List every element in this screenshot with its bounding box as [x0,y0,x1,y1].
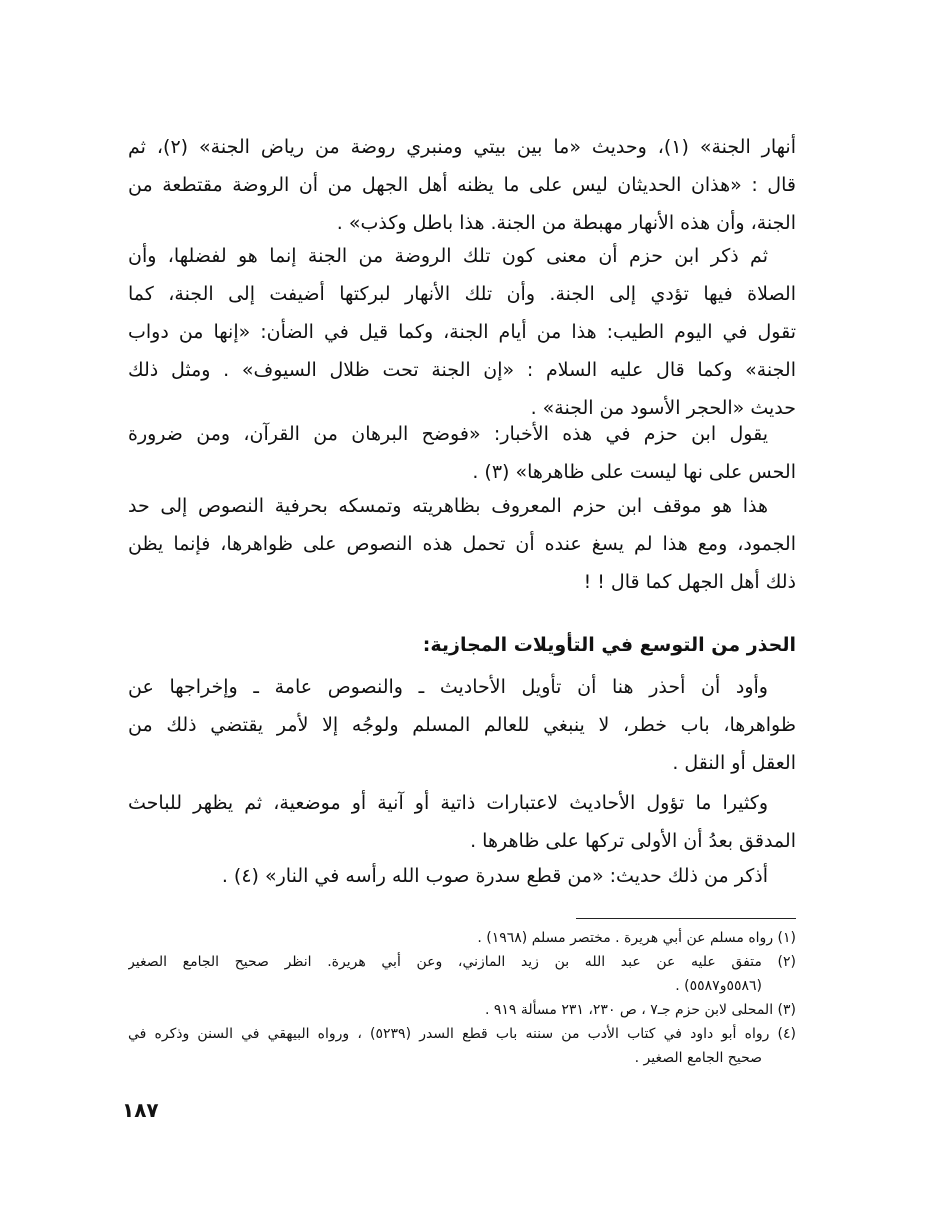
footnote: (٣) المحلى لابن حزم جـ٧ ، ص ٢٣٠، ٢٣١ مسألة ٩١٩ . [484,1002,796,1018]
paragraph-6 [128,784,796,860]
page-number: ١٨٧ [122,1098,159,1122]
text-line: المدقق بعدُ أن الأولى تركها على ظاهرها . [470,830,796,852]
text-line: حديث «الحجر الأسود من الجنة» . [530,397,796,419]
paragraph-1 [128,128,796,242]
footnote: (١) رواه مسلم عن أبي هريرة . مختصر مسلم (١٩٦٨) . [477,930,796,946]
text-line: الجمود، ومع هذا لم يسغ عنده أن تحمل هذه النصوص على ظواهرها، فإنما يظن [128,533,796,555]
section-heading-text: الحذر من التوسع في التأويلات المجازية: [422,634,796,656]
text-line: الجنة، وأن هذه الأنهار مهبطة من الجنة. هذا باطل وكذب» . [336,212,796,234]
text-line: ثم ذكر ابن حزم أن معنى كون تلك الروضة من الجنة إنما هو لفضلها، وأن [128,245,768,267]
paragraph-4 [128,487,796,601]
footnote-continuation: (٥٥٨٦و٥٥٨٧) . [675,978,762,994]
text-line: ذلك أهل الجهل كما قال ! ! [583,571,796,593]
text-line: الجنة» وكما قال عليه السلام : «إن الجنة تحت ظلال السيوف» . ومثل ذلك [128,359,796,381]
text-line: هذا هو موقف ابن حزم المعروف بظاهريته وتمسكه بحرفية النصوص إلى حد [128,495,768,517]
text-line: أذكر من ذلك حديث: «من قطع سدرة صوب الله رأسه في النار» (٤) . [221,865,768,887]
text-line: ظواهرها، باب خطر، لا ينبغي للعالم المسلم ولوجُه إلا لأمر يقتضي ذلك من [128,714,796,736]
text-line: قال : «هذان الحديثان ليس على ما يظنه أهل الجهل من أن الروضة مقتطعة من [128,174,796,196]
paragraph-3 [128,415,796,491]
text-line: الصلاة فيها تؤدي إلى الجنة. وأن تلك الأنهار لبركتها أضيفت إلى الجنة، كما [128,283,796,305]
footnote: (٢) متفق عليه عن عبد الله بن زيد المازني، وعن أبي هريرة. انظر صحيح الجامع الصغير [128,954,796,970]
text-line: وأود أن أحذر هنا أن تأويل الأحاديث ـ والنصوص عامة ـ وإخراجها عن [128,676,768,698]
paragraph-5 [128,668,796,782]
footnotes [128,926,796,1070]
paragraph-7 [128,857,796,895]
text-line: يقول ابن حزم في هذه الأخبار: «فوضح البرهان من القرآن، ومن ضرورة [128,423,768,445]
text-line: تقول في اليوم الطيب: هذا من أيام الجنة، وكما قيل في الضأن: «إنها من دواب [128,321,796,343]
footnote-divider [576,918,796,919]
paragraph-2 [128,237,796,427]
footnote: (٤) رواه أبو داود في كتاب الأدب من سننه باب قطع السدر (٥٢٣٩) ، ورواه البيهقي في السنن وذكره في [128,1026,796,1042]
text-line: وكثيرا ما تؤول الأحاديث لاعتبارات ذاتية أو آنية أو موضعية، ثم يظهر للباحث [128,792,768,814]
text-line: العقل أو النقل . [672,752,796,774]
footnote-continuation: صحيح الجامع الصغير . [634,1050,762,1066]
section-heading [128,626,796,664]
text-line: أنهار الجنة» (١)، وحديث «ما بين بيتي ومنبري روضة من رياض الجنة» (٢)، ثم [128,136,796,158]
text-line: الحس على نها ليست على ظاهرها» (٣) . [472,461,796,483]
